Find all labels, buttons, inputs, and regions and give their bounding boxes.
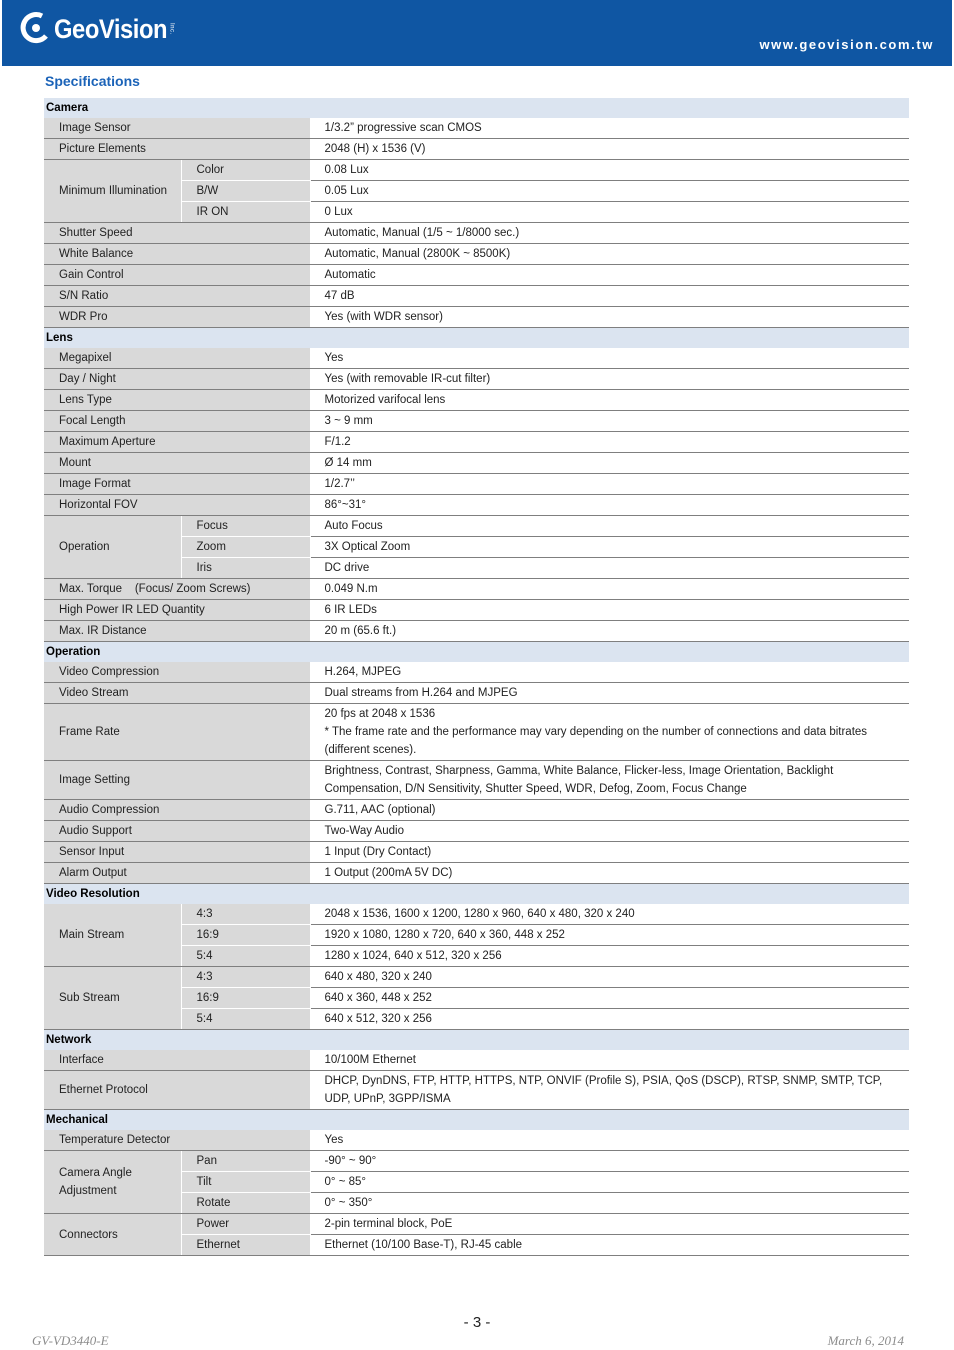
spec-sub-label: 16:9 (181, 925, 310, 946)
footer-model: GV-VD3440-E (32, 1333, 109, 1348)
geovision-logo (20, 12, 175, 46)
spec-value: 2-pin terminal block, PoE (310, 1214, 909, 1235)
logo-text: GeoVision (54, 13, 168, 44)
spec-sub-label: 4:3 (181, 904, 310, 925)
section-header-row (44, 1110, 909, 1131)
spec-label: Minimum Illumination (44, 160, 181, 223)
spec-value: 47 dB (310, 286, 909, 307)
spec-value: -90° ~ 90° (310, 1151, 909, 1172)
table-row (44, 474, 909, 495)
spec-label: Ethernet Protocol (44, 1071, 310, 1110)
spec-value: 3X Optical Zoom (310, 537, 909, 558)
spec-label: Operation (44, 516, 181, 579)
geovision-logo-mark-icon (20, 12, 50, 46)
spec-value: 1 Output (200mA 5V DC) (310, 863, 909, 884)
table-row (44, 516, 909, 537)
spec-sub-label: IR ON (181, 202, 310, 223)
spec-value: Automatic, Manual (1/5 ~ 1/8000 sec.) (310, 223, 909, 244)
spec-label: Day / Night (44, 369, 310, 390)
table-row (44, 704, 909, 761)
spec-label: Max. Torque (Focus/ Zoom Screws) (44, 579, 310, 600)
spec-value: Yes (310, 1130, 909, 1151)
spec-label: Image Setting (44, 761, 310, 800)
table-row (44, 307, 909, 328)
spec-label: Video Stream (44, 683, 310, 704)
spec-value: Yes (with WDR sensor) (310, 307, 909, 328)
spec-label: Sub Stream (44, 967, 181, 1030)
specifications-table (44, 98, 909, 1256)
spec-sub-label: 16:9 (181, 988, 310, 1009)
spec-value: H.264, MJPEG (310, 662, 909, 683)
page-title: Specifications (45, 73, 140, 89)
spec-label: Video Compression (44, 662, 310, 683)
section-title: Network (44, 1030, 909, 1051)
spec-value: 10/100M Ethernet (310, 1050, 909, 1071)
spec-value: Motorized varifocal lens (310, 390, 909, 411)
section-header-row (44, 884, 909, 905)
section-title: Mechanical (44, 1110, 909, 1131)
section-header-row (44, 1030, 909, 1051)
spec-label: Connectors (44, 1214, 181, 1256)
spec-sub-label: Zoom (181, 537, 310, 558)
spec-label: Image Format (44, 474, 310, 495)
table-row (44, 683, 909, 704)
spec-label: Picture Elements (44, 139, 310, 160)
table-row (44, 369, 909, 390)
table-row (44, 1130, 909, 1151)
spec-value: 0.08 Lux (310, 160, 909, 181)
spec-value: F/1.2 (310, 432, 909, 453)
spec-value: 0° ~ 85° (310, 1172, 909, 1193)
section-title: Lens (44, 328, 909, 349)
table-row (44, 761, 909, 800)
spec-label: High Power IR LED Quantity (44, 600, 310, 621)
logo-suffix: Inc. (168, 23, 175, 35)
spec-value: DC drive (310, 558, 909, 579)
spec-value: Auto Focus (310, 516, 909, 537)
spec-sub-label: 4:3 (181, 967, 310, 988)
spec-value: 640 x 480, 320 x 240 (310, 967, 909, 988)
section-title: Camera (44, 98, 909, 118)
table-row (44, 160, 909, 181)
spec-value: Automatic, Manual (2800K ~ 8500K) (310, 244, 909, 265)
spec-label: Sensor Input (44, 842, 310, 863)
spec-value: Brightness, Contrast, Sharpness, Gamma, White Balance, Flicker-less, Image Orientation, Backlight Compensation, D/N Sensitivity, Shutter Speed, WDR, Defog, Zoom, Focus Change (310, 761, 909, 800)
table-row (44, 286, 909, 307)
spec-label: Lens Type (44, 390, 310, 411)
page-number: - 3 - (463, 1314, 491, 1331)
spec-value: 0.049 N.m (310, 579, 909, 600)
table-row (44, 1214, 909, 1235)
spec-value: DHCP, DynDNS, FTP, HTTP, HTTPS, NTP, ONVIF (Profile S), PSIA, QoS (DSCP), RTSP, SNMP, SMTP, TCP, UDP, UPnP, 3GPP/ISMA (310, 1071, 909, 1110)
spec-value: 640 x 512, 320 x 256 (310, 1009, 909, 1030)
spec-value: 640 x 360, 448 x 252 (310, 988, 909, 1009)
page-header (2, 0, 952, 66)
table-row (44, 800, 909, 821)
spec-value: 1280 x 1024, 640 x 512, 320 x 256 (310, 946, 909, 967)
spec-label: Maximum Aperture (44, 432, 310, 453)
spec-value: 6 IR LEDs (310, 600, 909, 621)
spec-label: S/N Ratio (44, 286, 310, 307)
spec-label: Max. IR Distance (44, 621, 310, 642)
table-row (44, 863, 909, 884)
table-row (44, 348, 909, 369)
spec-value: 0° ~ 350° (310, 1193, 909, 1214)
spec-label: Megapixel (44, 348, 310, 369)
section-header-row (44, 642, 909, 663)
spec-value: Yes (310, 348, 909, 369)
table-row (44, 821, 909, 842)
spec-label: Audio Support (44, 821, 310, 842)
table-row (44, 223, 909, 244)
table-row (44, 1151, 909, 1172)
table-row (44, 244, 909, 265)
spec-sub-label: Tilt (181, 1172, 310, 1193)
spec-label: WDR Pro (44, 307, 310, 328)
table-row (44, 579, 909, 600)
spec-value: 1/2.7’’ (310, 474, 909, 495)
spec-sub-label: B/W (181, 181, 310, 202)
footer-date: March 6, 2014 (827, 1333, 904, 1348)
spec-label: Audio Compression (44, 800, 310, 821)
table-row (44, 453, 909, 474)
spec-label: Focal Length (44, 411, 310, 432)
spec-label: Main Stream (44, 904, 181, 967)
table-row (44, 390, 909, 411)
spec-value: Two-Way Audio (310, 821, 909, 842)
spec-value: 0.05 Lux (310, 181, 909, 202)
spec-value: 1920 x 1080, 1280 x 720, 640 x 360, 448 x 252 (310, 925, 909, 946)
spec-label: Image Sensor (44, 118, 310, 139)
table-row (44, 495, 909, 516)
spec-value: 0 Lux (310, 202, 909, 223)
spec-label: Shutter Speed (44, 223, 310, 244)
spec-value: Ethernet (10/100 Base-T), RJ-45 cable (310, 1235, 909, 1256)
spec-label: White Balance (44, 244, 310, 265)
spec-value: G.711, AAC (optional) (310, 800, 909, 821)
section-header-row (44, 328, 909, 349)
spec-sub-label: Focus (181, 516, 310, 537)
spec-sub-label: Power (181, 1214, 310, 1235)
spec-value: 2048 x 1536, 1600 x 1200, 1280 x 960, 640 x 480, 320 x 240 (310, 904, 909, 925)
table-row (44, 139, 909, 160)
table-row (44, 842, 909, 863)
table-row (44, 1050, 909, 1071)
spec-sub-label: Color (181, 160, 310, 181)
table-row (44, 432, 909, 453)
spec-label: Mount (44, 453, 310, 474)
table-row (44, 967, 909, 988)
spec-value: Yes (with removable IR-cut filter) (310, 369, 909, 390)
spec-sub-label: Ethernet (181, 1235, 310, 1256)
spec-label: Interface (44, 1050, 310, 1071)
spec-value: Automatic (310, 265, 909, 286)
spec-value: 1/3.2” progressive scan CMOS (310, 118, 909, 139)
section-header-row (44, 98, 909, 118)
spec-value: Ø 14 mm (310, 453, 909, 474)
table-row (44, 904, 909, 925)
table-row (44, 621, 909, 642)
spec-sub-label: 5:4 (181, 1009, 310, 1030)
table-row (44, 600, 909, 621)
spec-label: Gain Control (44, 265, 310, 286)
spec-value: Dual streams from H.264 and MJPEG (310, 683, 909, 704)
spec-label: Horizontal FOV (44, 495, 310, 516)
spec-value: 20 m (65.6 ft.) (310, 621, 909, 642)
spec-value: 2048 (H) x 1536 (V) (310, 139, 909, 160)
spec-label: Alarm Output (44, 863, 310, 884)
spec-sub-label: Iris (181, 558, 310, 579)
spec-sub-label: Pan (181, 1151, 310, 1172)
spec-value: 1 Input (Dry Contact) (310, 842, 909, 863)
table-row (44, 118, 909, 139)
spec-value: 3 ~ 9 mm (310, 411, 909, 432)
spec-label: Temperature Detector (44, 1130, 310, 1151)
section-title: Operation (44, 642, 909, 663)
table-row (44, 662, 909, 683)
spec-value: 86°~31° (310, 495, 909, 516)
spec-label: Frame Rate (44, 704, 310, 761)
table-row (44, 265, 909, 286)
table-row (44, 411, 909, 432)
website-url: www.geovision.com.tw (759, 37, 934, 52)
spec-label: Camera Angle Adjustment (44, 1151, 181, 1214)
table-row (44, 1071, 909, 1110)
spec-value: 20 fps at 2048 x 1536 * The frame rate and the performance may vary depending on the number of connections and data bitrates (different scenes). (310, 704, 909, 761)
spec-sub-label: Rotate (181, 1193, 310, 1214)
spec-sub-label: 5:4 (181, 946, 310, 967)
section-title: Video Resolution (44, 884, 909, 905)
